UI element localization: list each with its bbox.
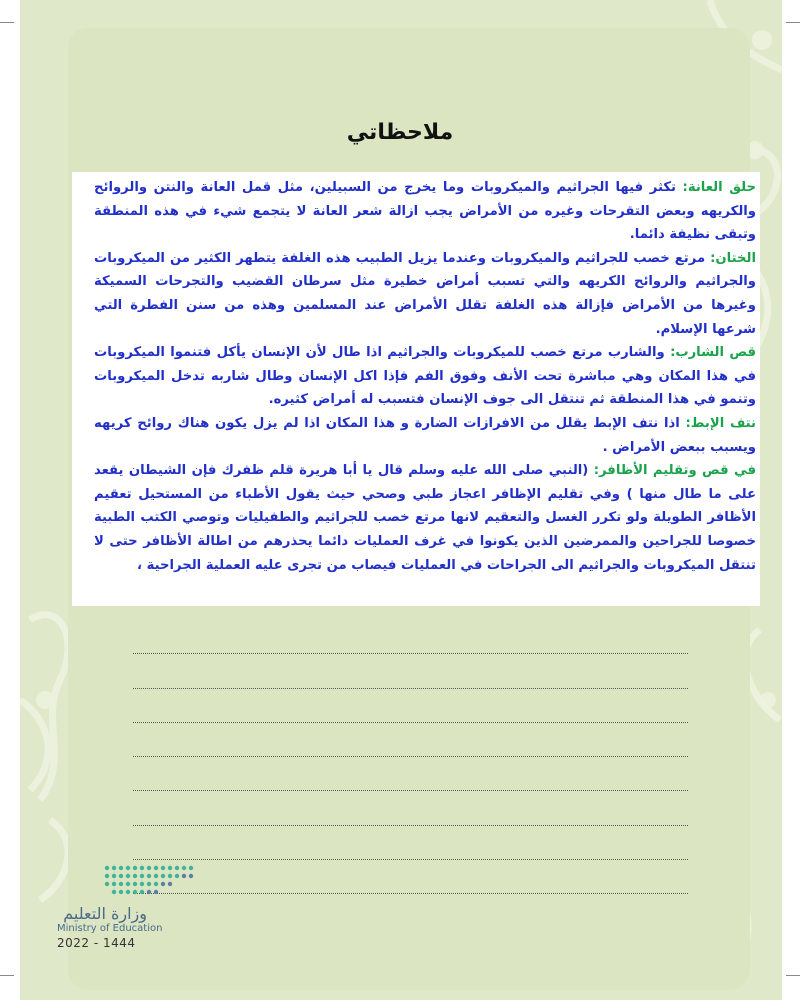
paragraph-armpit xyxy=(94,412,756,459)
crop-mark xyxy=(0,22,14,23)
ministry-logo-icon xyxy=(57,860,207,904)
heading-pubic-hair: حلق العانة: xyxy=(682,180,756,195)
body-pubic-hair: تكثر فيها الجراثيم والميكروبات وما يخرج من السبيلين، مثل قمل العانة والنتن والروائح والكريهه وبعض التقرحات وغيره من الأمراض يجب ازالة شعر العانة لا يتجمع شيء في هذه المنطقة وتبقى نظيفة دائما. xyxy=(94,180,756,243)
writing-line[interactable] xyxy=(133,689,688,723)
writing-line[interactable] xyxy=(133,826,688,860)
writing-line[interactable] xyxy=(133,791,688,825)
paragraph-pubic-hair xyxy=(94,176,756,247)
body-armpit: اذا نتف الإبط يقلل من الافرازات الضارة و هذا المكان اذا لم يزل يكون هناك روائح كريهه ويسبب ببعض الأمراض . xyxy=(94,415,756,455)
heading-mustache: قص الشارب: xyxy=(670,345,756,361)
body-mustache: والشارب مرتع خصب للميكروبات والجراثيم اذا طال لأن الإنسان يأكل فتنموا الميكروبات في هذا المكان وهي مباشرة تحت الأنف وفوق الفم فإذا اكل الإنسان وطال شاربه تدخل الميكروبات وتنمو في هذا المنطقة ثم تنتقل الى جوف الإنسان فتسبب له أمراض كثيره. xyxy=(94,345,756,408)
paragraph-mustache xyxy=(94,341,756,412)
writing-lines xyxy=(133,620,688,894)
paragraph-circumcision xyxy=(94,247,756,341)
crop-mark xyxy=(786,22,800,23)
ministry-name-arabic: وزارة التعليم xyxy=(63,904,147,923)
heading-nails: في قص وتقليم الأظافر: xyxy=(593,463,756,479)
writing-line[interactable] xyxy=(133,620,688,654)
crop-mark xyxy=(0,975,14,976)
notes-text xyxy=(94,176,756,577)
writing-line[interactable] xyxy=(133,757,688,791)
writing-line[interactable] xyxy=(133,654,688,688)
body-nails: (النبي صلى الله عليه وسلم قال يا أبا هريرة قلم ظفرك فإن الشيطان يقعد على ما طال منها ) وفي تقليم الإظافر اعجاز طبي وصحي حيث يقول الأطباء من المستحيل تعقيم الأظافر الطويلة ولو تكرر الغسل والتعقيم لانها مرتع خصب للجراثيم والطفيليات وتوصي الكتب الطبية خصوصا للجراحين والممرضين الذين يكونوا في غرف العمليات دائما يحذرهم من اطالة الأظافر حتى لا تنتقل الميكروبات والجراثيم الى الجراحات في العمليات فيصاب من تجرى عليه العملية الجراحية ، xyxy=(94,463,756,573)
heading-armpit: نتف الإبط: xyxy=(685,415,756,431)
page-title: ملاحظاتي xyxy=(346,120,454,145)
ministry-logo xyxy=(57,860,207,960)
ministry-name-english: Ministry of Education xyxy=(57,923,163,934)
writing-line[interactable] xyxy=(133,723,688,757)
heading-circumcision: الختان: xyxy=(710,250,756,266)
writing-line[interactable] xyxy=(133,860,688,894)
paragraph-nails xyxy=(94,459,756,577)
edition-year: 2022 - 1444 xyxy=(57,936,136,950)
crop-mark xyxy=(786,975,800,976)
body-circumcision: مرتع خصب للجراثيم والميكروبات وعندما يزيل الطبيب هذه الغلفة يتطهر الكثير من الميكروبات والجراثيم والروائح الكريهه والتي تسبب أمراض خطيرة مثل سرطان القضيب والتجرحات السميكة وغيرها من الأمراض فإزالة هذه الغلفة تقلل الأمراض عند المسلمين وهذه من سنن الفطرة التي شرعها الإسلام. xyxy=(94,250,756,337)
